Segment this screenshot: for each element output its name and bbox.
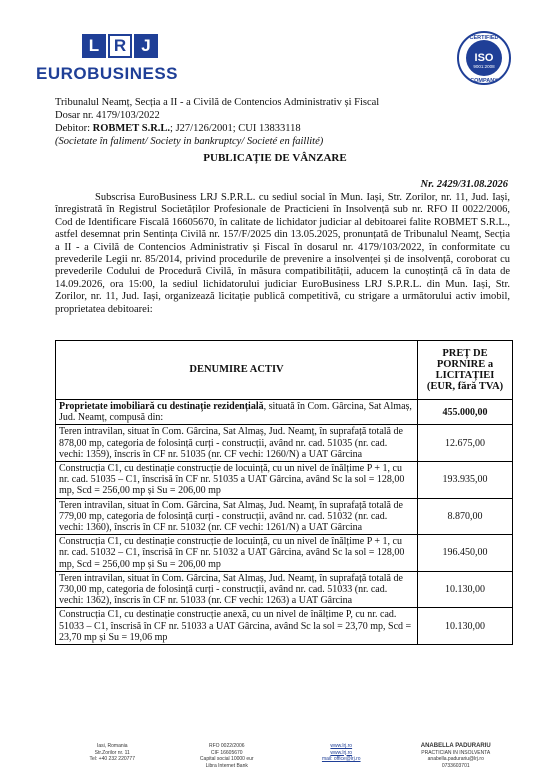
bankruptcy-status: (Societate în faliment/ Society in bankruptcy/ Societé en faillité) — [55, 136, 324, 147]
iso-center-text: ISO — [474, 52, 494, 64]
logo-letter-l: L — [82, 34, 106, 58]
iso-certified-badge-icon — [456, 30, 512, 86]
footer-rfo: RFO 0022/2006 — [208, 743, 245, 749]
footer-cif: CIF 16605670 — [210, 749, 243, 756]
debtor-name: ROBMET S.R.L. — [92, 123, 171, 134]
asset-price: 10.130,00 — [418, 608, 513, 645]
asset-price: 8.870,00 — [418, 498, 513, 535]
debtor-label: Debitor: — [55, 123, 93, 134]
logo-letter-j: J — [134, 34, 158, 58]
footer-street: Str.Zorilor nr. 11 — [94, 749, 130, 756]
table-row — [56, 571, 513, 608]
iso-top-text: CERTIFIED — [469, 35, 499, 41]
publication-number: Nr. 2429/31.08.2026 — [420, 179, 508, 190]
asset-description: Construcția C1, cu destinație construcție de locuință, cu un nivel de înălțime P + 1, cu nr. cad. 51032 – C1, înscrisă în CF nr. 51032 a UAT Gârcina, având Sc la sol = 128,00 mp, Scd = 256,00 mp și Su = 206,00 mp — [56, 535, 418, 572]
debtor-line — [55, 122, 515, 135]
document-title: PUBLICAȚIE DE VÂNZARE — [203, 152, 347, 164]
footer-website-link[interactable]: www.lrj.ro — [330, 743, 353, 749]
footer-capital: Capital social 10000 eur — [199, 756, 254, 762]
footer-email-link[interactable]: mail: office@lrj.ro — [321, 756, 361, 762]
header-asset-name: DENUMIRE ACTIV — [56, 341, 418, 400]
asset-description: Teren intravilan, situat în Com. Gârcina, Sat Almaș, Jud. Neamț, în suprafață totală de 878,00 mp, categoria de folosință curți - construcții, având nr. cad. 51035 (nr. cad. vechi: 1359), înscris în CF nr. 51035 (nr. CF vechi: 1260/N) a UAT Gârcina — [56, 425, 418, 462]
table-row — [56, 535, 513, 572]
footer-city: Iasi, Romania — [96, 743, 128, 749]
footer-registration — [170, 743, 285, 769]
footer-bank: Libra Internet Bank — [205, 762, 248, 769]
asset-price: 12.675,00 — [418, 425, 513, 462]
main-asset-price: 455.000,00 — [418, 400, 513, 425]
logo-letter-r: R — [108, 34, 132, 58]
main-asset-description — [56, 400, 418, 425]
table-header-row — [56, 341, 513, 400]
practitioner-name: ANABELLA PADURARIU — [420, 743, 491, 749]
footer-web — [284, 743, 399, 769]
practitioner-phone: 0733603701 — [441, 762, 470, 769]
case-number: Dosar nr. 4179/103/2022 — [55, 110, 160, 121]
body-paragraph: Subscrisa EuroBusiness LRJ S.P.R.L. cu sediul social în Mun. Iași, Str. Zorilor, nr. 11, Jud. Iași, înregistrată în Registrul Societăților Profesionale de Practicieni în Insolvență sub nr. RFO II 0022/2006, Cod de Identificare Fiscală 16605670, în calitate de lichidator judiciar al debitoarei falite ROBMET S.R.L., astfel desemnat prin Sentința Civilă nr. 157/F/2025 din 13.05.2025, pronunțată de Tribunalul Neamț, Secția a II - a Civilă de Contencios Administrativ și Fiscal în dosarul nr. 4179/103/2022, în conformitate cu prevederile Legii nr. 85/2014, privind procedurile de prevenire a insolvenței și de insolvență, coroborat cu prevederile Codului de Procedură Civilă, în măsura compatibilității, aducem la cunoștință că în data de 14.09.2026, ora 15:00, la sediul lichidatorului judiciar EuroBusiness LRJ S.P.R.L. din Mun. Iași, Str. Zorilor, nr. 11, Jud. Iași, organizează licitație publică competitivă, cu strigare a următorului activ imobil, proprietatea debitoarei: — [55, 192, 510, 315]
footer-phone: Tel: +40 232 220777 — [89, 756, 135, 762]
table-row — [56, 462, 513, 499]
main-asset-rest: , situată în Com. Gârcina, Sat Almaș, Jud. Neamț, compusă din: — [59, 401, 412, 424]
case-header — [55, 96, 515, 148]
footer-website-link-2[interactable]: www.lrj.ro — [330, 749, 353, 756]
asset-price: 196.450,00 — [418, 535, 513, 572]
practitioner-title: PRACTICIAN IN INSOLVENTA — [421, 749, 491, 756]
asset-description: Construcția C1, cu destinație construcție de locuință, cu un nivel de înălțime P + 1, cu nr. cad. 51035 – C1, înscrisă în CF nr. 51035 a UAT Gârcina, având Sc la sol = 128,00 mp, Scd = 256,00 mp și Su = 206,00 mp — [56, 462, 418, 499]
page-footer — [55, 743, 513, 769]
asset-description: Teren intravilan, situat în Com. Gârcina, Sat Almaș, Jud. Neamț, în suprafață totală de 730,00 mp, categoria de folosință curți - construcții, având nr. cad. 51033 (nr. cad. vechi: 1362), înscris în CF nr. 51033 (nr. CF vechi: 1263) a UAT Gârcina — [56, 571, 418, 608]
debtor-ids: ; J27/126/2001; CUI 13833118 — [170, 123, 301, 134]
table-row — [56, 425, 513, 462]
logo-brand-name: EUROBUSINESS — [36, 64, 179, 83]
main-asset-bold: Proprietate imobiliară cu destinație rezidențială — [59, 401, 264, 412]
asset-price: 10.130,00 — [418, 571, 513, 608]
asset-price: 193.935,00 — [418, 462, 513, 499]
eurobusiness-logo — [36, 34, 179, 84]
footer-practitioner — [399, 743, 514, 769]
table-row — [56, 498, 513, 535]
iso-sub-text: 9001:2008 — [473, 64, 495, 69]
footer-address — [55, 743, 170, 769]
practitioner-email: anabella.padurariu@lrj.ro — [427, 756, 484, 762]
iso-bottom-text: COMPANY — [470, 78, 498, 84]
lrj-letters — [82, 34, 160, 58]
table-row — [56, 608, 513, 645]
asset-description: Construcția C1, cu destinație construcție anexă, cu un nivel de înălțime P, cu nr. cad. 51033 – C1, înscrisă în CF nr. 51033 a UAT Gârcina, având Sc la sol = 23,70 mp, Scd = 23,70 mp și Su = 19,06 mp — [56, 608, 418, 645]
asset-table — [55, 340, 513, 645]
court-name: Tribunalul Neamț, Secția a II - a Civilă de Contencios Administrativ și Fiscal — [55, 97, 380, 108]
table-row-main — [56, 400, 513, 425]
header-starting-price: PREȚ DE PORNIRE a LICITAȚIEI (EUR, fără TVA) — [418, 341, 513, 400]
asset-description: Teren intravilan, situat în Com. Gârcina, Sat Almaș, Jud. Neamț, în suprafață totală de 779,00 mp, categoria de folosință curți - construcții, având nr. cad. 51032 (nr. cad. vechi: 1360), înscris în CF nr. 51032 (nr. CF vechi: 1261/N) a UAT Gârcina — [56, 498, 418, 535]
